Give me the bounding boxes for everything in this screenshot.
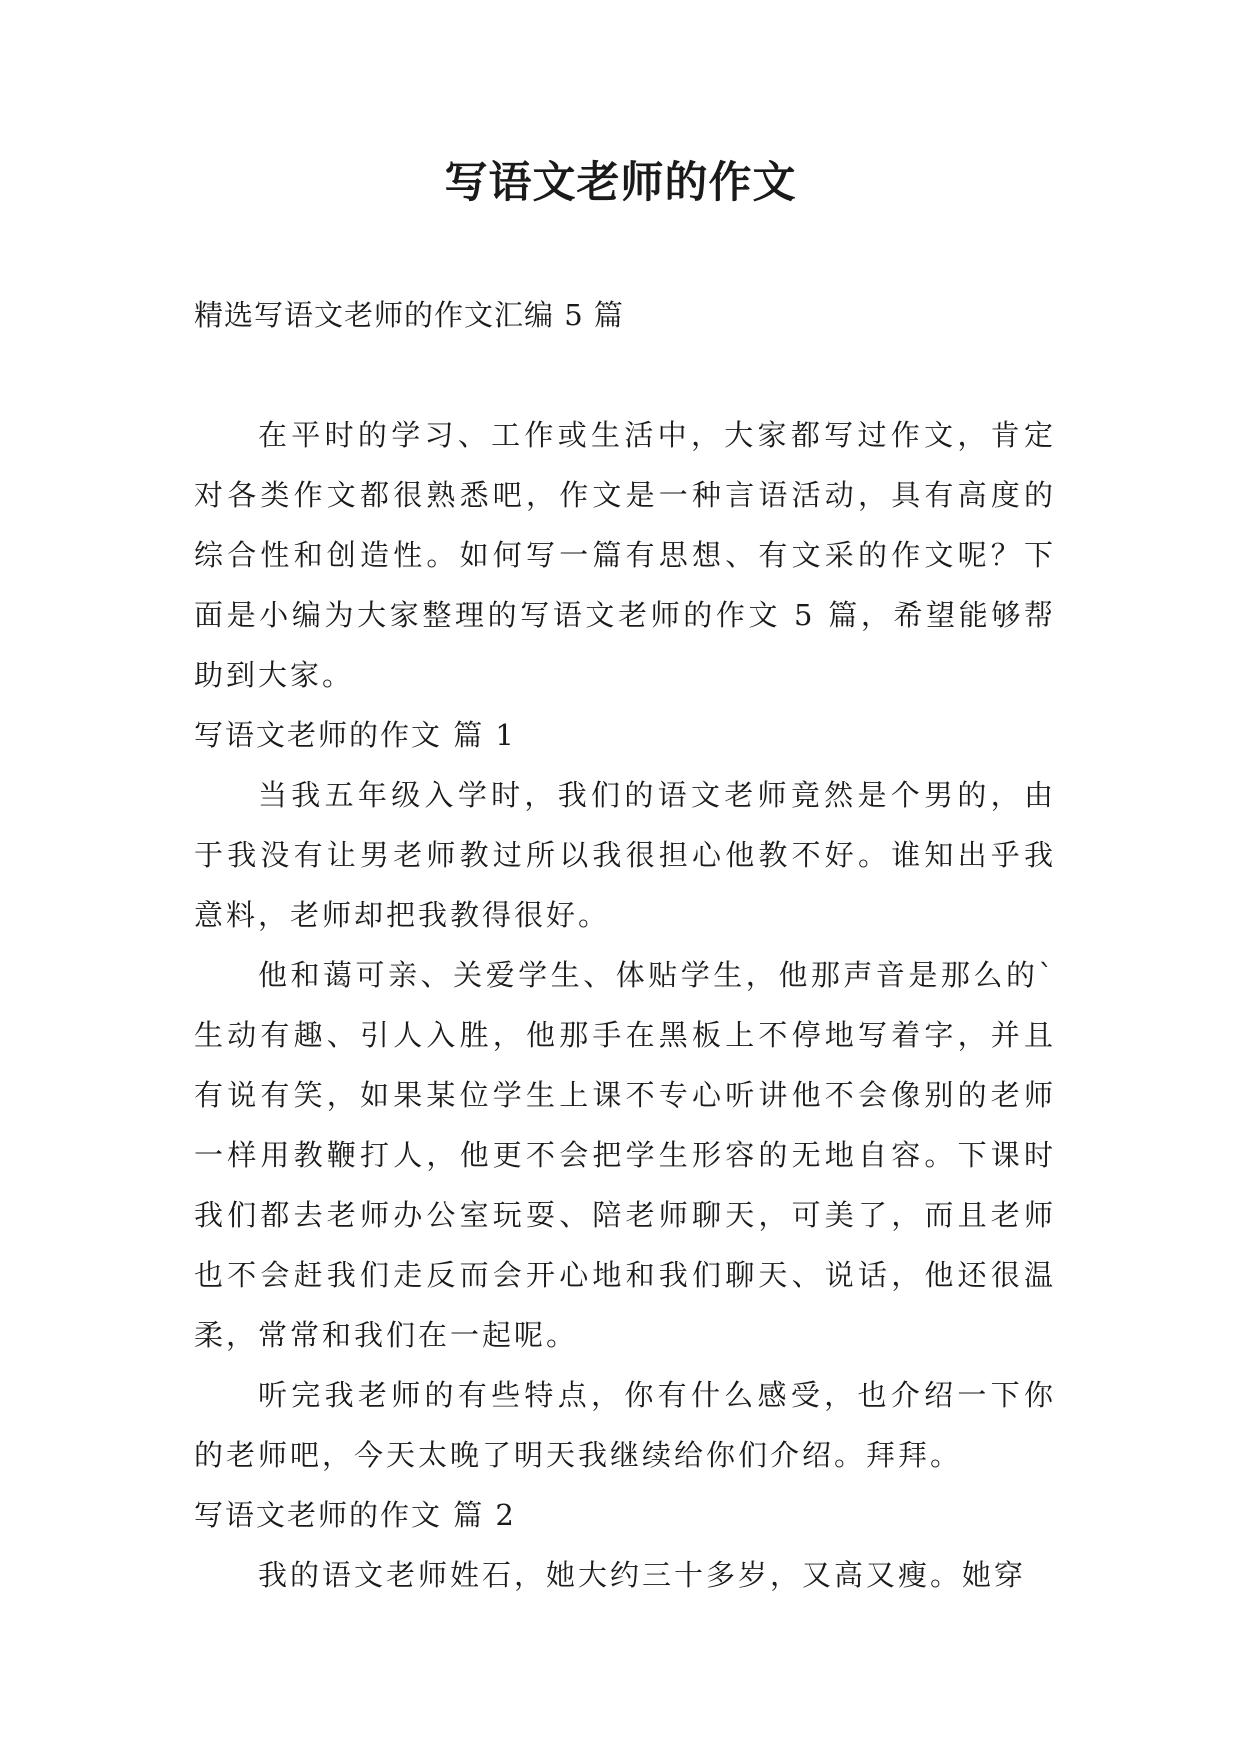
section-heading-1: 写语文老师的作文 篇 1 [194,718,516,752]
section-heading-2: 写语文老师的作文 篇 2 [194,1498,516,1532]
document-title: 写语文老师的作文 [444,158,797,208]
document-body [194,405,1056,1605]
document-subtitle: 精选写语文老师的作文汇编 5 篇 [194,298,624,332]
section-2-paragraph-1: 我的语文老师姓石，她大约三十多岁，又高又瘦。她穿 [258,1558,1027,1592]
section-1-paragraph-3: 听完我老师的有些特点，你有什么感受，也介绍一下你的老师吧，今天太晚了明天我继续给你们介绍。拜拜。 [194,1378,1056,1472]
section-1-paragraph-2: 他和蔼可亲、关爱学生、体贴学生，他那声音是那么的`生动有趣、引人入胜，他那手在黑板上不停地写着字，并且有说有笑，如果某位学生上课不专心听讲他不会像别的老师一样用教鞭打人，他更不会把学生形容的无地自容。下课时我们都去老师办公室玩耍、陪老师聊天，可美了，而且老师也不会赶我们走反而会开心地和我们聊天、说话，他还很温柔，常常和我们在一起呢。 [194,958,1056,1352]
intro-paragraph: 在平时的学习、工作或生活中，大家都写过作文，肯定对各类作文都很熟悉吧，作文是一种言语活动，具有高度的综合性和创造性。如何写一篇有思想、有文采的作文呢？下面是小编为大家整理的写语文老师的作文 5 篇，希望能够帮助到大家。 [194,418,1056,692]
section-1-paragraph-1: 当我五年级入学时，我们的语文老师竟然是个男的，由于我没有让男老师教过所以我很担心他教不好。谁知出乎我意料，老师却把我教得很好。 [194,778,1056,932]
